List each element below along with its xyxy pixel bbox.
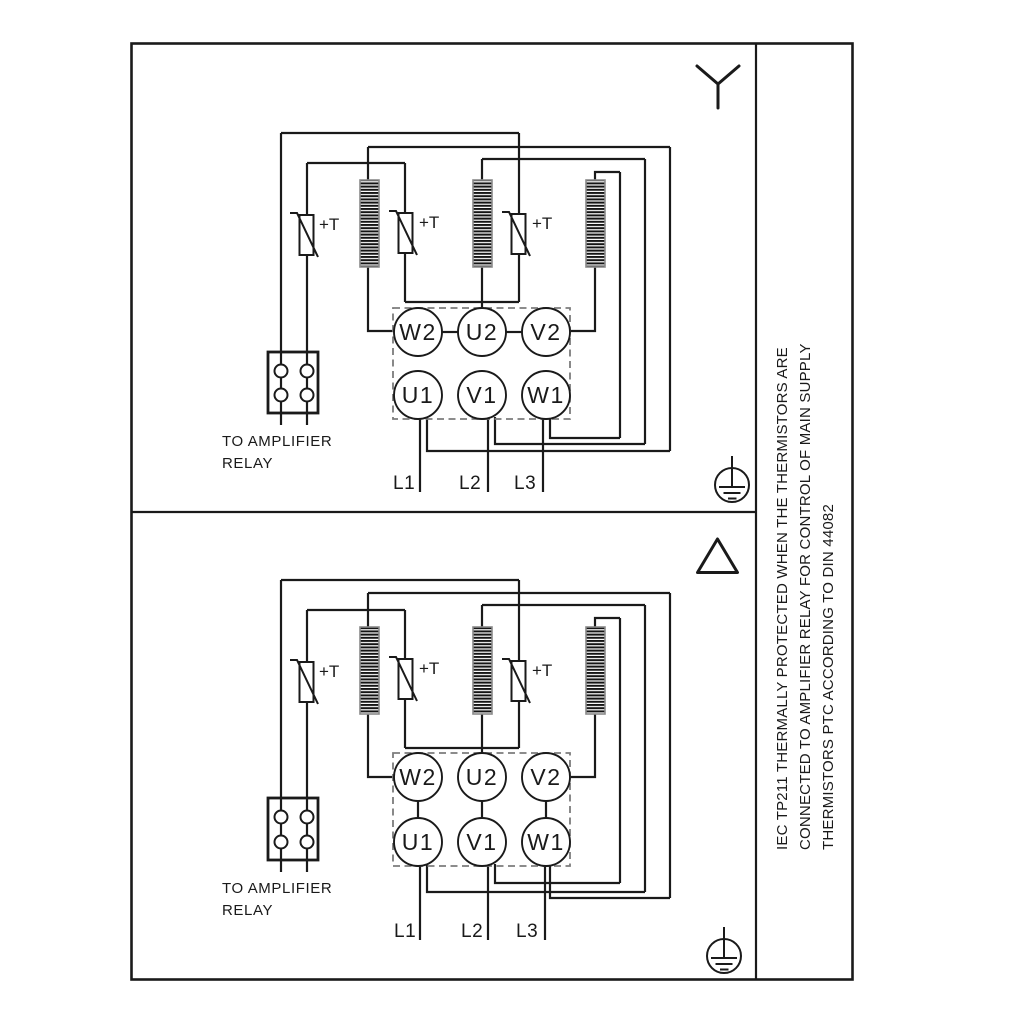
terminal-label-w2: W2 xyxy=(399,764,437,790)
relay-caption-line2: RELAY xyxy=(222,902,274,919)
relay-caption-line1: TO AMPLIFIER xyxy=(222,433,333,450)
earth-symbol-icon xyxy=(715,456,749,502)
relay-caption-line2: RELAY xyxy=(222,455,274,472)
amplifier-relay-terminal xyxy=(268,798,318,860)
amplifier-relay-terminal xyxy=(268,352,318,413)
terminal-label-v1: V1 xyxy=(466,382,498,408)
terminal-label-v1: V1 xyxy=(466,829,498,855)
thermistor-label: +T xyxy=(532,214,553,233)
side-note-line3: THERMISTORS PTC ACCORDING TO DIN 44082 xyxy=(820,503,837,850)
thermistor-label: +T xyxy=(319,215,340,234)
terminal-label-w1: W1 xyxy=(527,829,565,855)
delta-symbol-icon xyxy=(698,539,738,573)
side-note xyxy=(771,343,841,850)
thermistor-symbol xyxy=(290,211,552,257)
supply-labels xyxy=(393,473,536,494)
motor-winding-coil xyxy=(360,180,605,267)
star-symbol-icon xyxy=(697,66,739,108)
terminal-block xyxy=(393,753,570,866)
supply-label-l2: L2 xyxy=(459,473,482,494)
terminal-label-u2: U2 xyxy=(465,319,499,345)
terminal-label-w2: W2 xyxy=(399,319,437,345)
thermistor-label: +T xyxy=(319,662,340,681)
side-note-line2: CONNECTED TO AMPLIFIER RELAY FOR CONTROL OF MAIN SUPPLY xyxy=(797,343,814,850)
supply-label-l1: L1 xyxy=(394,921,417,942)
relay-caption-line1: TO AMPLIFIER xyxy=(222,880,333,897)
terminal-label-v2: V2 xyxy=(530,764,562,790)
terminal-label-w1: W1 xyxy=(527,382,565,408)
terminal-label-u2: U2 xyxy=(465,764,499,790)
earth-symbol-icon xyxy=(707,927,741,973)
delta-connection-panel xyxy=(222,539,741,973)
thermistor-label: +T xyxy=(532,661,553,680)
thermistor-label: +T xyxy=(419,213,440,232)
terminal-label-u1: U1 xyxy=(401,829,435,855)
supply-label-l2: L2 xyxy=(461,921,484,942)
supply-label-l1: L1 xyxy=(393,473,416,494)
terminal-label-v2: V2 xyxy=(530,319,562,345)
star-connection-panel xyxy=(222,66,749,502)
thermistor-symbol xyxy=(290,657,552,704)
terminal-label-u1: U1 xyxy=(401,382,435,408)
supply-label-l3: L3 xyxy=(514,473,537,494)
motor-winding-coil xyxy=(360,627,605,714)
terminal-block xyxy=(393,308,570,419)
thermistor-label: +T xyxy=(419,659,440,678)
side-note-line1: IEC TP211 THERMALLY PROTECTED WHEN THE THERMISTORS ARE xyxy=(774,347,791,850)
supply-label-l3: L3 xyxy=(516,921,539,942)
supply-labels xyxy=(394,921,538,942)
